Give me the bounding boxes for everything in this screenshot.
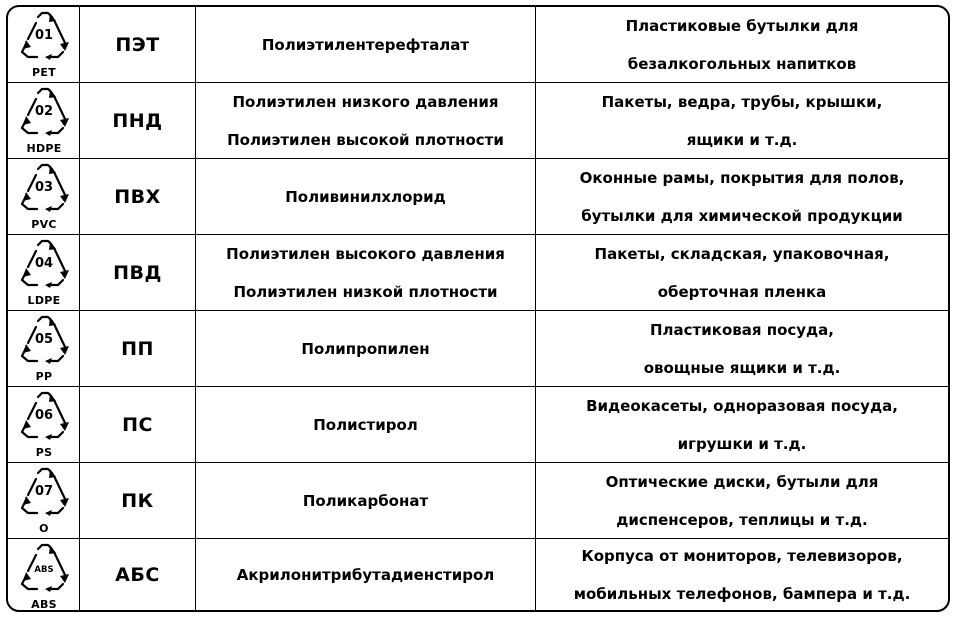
plastic-name-line: Полиэтилен низкой плотности xyxy=(233,282,498,301)
plastic-usage-line: оберточная пленка xyxy=(657,282,827,301)
plastic-name xyxy=(196,235,536,310)
table-row xyxy=(8,311,948,387)
plastic-name xyxy=(196,159,536,234)
plastic-name-line: Полистирол xyxy=(313,415,418,434)
plastic-name-line: Полиэтилен высокого давления xyxy=(226,244,505,263)
plastic-usage-line: Оптические диски, бутыли для xyxy=(605,472,879,491)
plastic-usage-line: овощные ящики и т.д. xyxy=(643,358,841,377)
table-row xyxy=(8,7,948,83)
resin-code-number: ABS xyxy=(34,565,54,575)
resin-code-number: 06 xyxy=(34,408,54,423)
plastic-usage-line: Видеокасеты, одноразовая посуда, xyxy=(586,396,898,415)
resin-code-label: LDPE xyxy=(27,294,61,307)
resin-code-label: PS xyxy=(35,446,53,459)
plastic-usage xyxy=(536,83,948,158)
plastic-usage-line: мобильных телефонов, бампера и т.д. xyxy=(573,584,911,603)
plastic-usage xyxy=(536,387,948,462)
resin-code-number: 03 xyxy=(34,180,54,195)
resin-code-number: 02 xyxy=(34,104,54,119)
plastic-usage-line: Пакеты, ведра, трубы, крышки, xyxy=(601,92,883,111)
resin-code-label: PET xyxy=(32,66,56,79)
resin-code-cell xyxy=(8,463,80,538)
plastic-usage xyxy=(536,235,948,310)
resin-code-cell xyxy=(8,311,80,386)
plastic-name-line: Полиэтилен высокой плотности xyxy=(227,130,504,149)
plastic-name xyxy=(196,539,536,610)
plastic-usage xyxy=(536,539,948,610)
plastic-usage-line: диспенсеров, теплицы и т.д. xyxy=(616,510,868,529)
table-row xyxy=(8,159,948,235)
resin-code-label: PVC xyxy=(31,218,57,231)
plastic-usage xyxy=(536,463,948,538)
plastic-usage xyxy=(536,311,948,386)
plastic-usage-line: ящики и т.д. xyxy=(686,130,798,149)
resin-code-cell xyxy=(8,159,80,234)
table-row xyxy=(8,463,948,539)
plastic-usage-line: безалкогольных напитков xyxy=(627,54,857,73)
plastic-name-line: Полиэтилен низкого давления xyxy=(232,92,499,111)
table-row xyxy=(8,539,948,610)
plastic-name-line: Акрилонитрибутадиенстирол xyxy=(236,565,495,584)
plastic-abbreviation: ПВД xyxy=(80,235,196,310)
plastic-usage xyxy=(536,159,948,234)
resin-code-cell xyxy=(8,83,80,158)
plastic-usage-line: Оконные рамы, покрытия для полов, xyxy=(579,168,905,187)
plastic-name-line: Полиэтилентерефталат xyxy=(261,35,470,54)
plastic-usage-line: бутылки для химической продукции xyxy=(581,206,903,225)
resin-code-label: ABS xyxy=(31,598,57,611)
table-row xyxy=(8,387,948,463)
plastic-abbreviation: ПС xyxy=(80,387,196,462)
resin-code-cell xyxy=(8,387,80,462)
plastic-usage xyxy=(536,7,948,82)
plastic-name xyxy=(196,83,536,158)
plastic-abbreviation: ПП xyxy=(80,311,196,386)
resin-code-number: 05 xyxy=(34,332,54,347)
plastic-usage-line: игрушки и т.д. xyxy=(677,434,807,453)
resin-code-cell xyxy=(8,539,80,610)
plastic-usage-line: Пакеты, складская, упаковочная, xyxy=(594,244,890,263)
plastic-abbreviation: АБС xyxy=(80,539,196,610)
plastic-name xyxy=(196,311,536,386)
table-row xyxy=(8,83,948,159)
resin-code-label: HDPE xyxy=(26,142,62,155)
plastic-abbreviation: ПЭТ xyxy=(80,7,196,82)
plastic-usage-line: Пластиковая посуда, xyxy=(650,320,834,339)
plastic-name xyxy=(196,387,536,462)
resin-code-label: PP xyxy=(35,370,53,383)
plastic-usage-line: Пластиковые бутылки для xyxy=(625,16,859,35)
plastic-usage-line: Корпуса от мониторов, телевизоров, xyxy=(581,546,903,565)
plastic-name xyxy=(196,463,536,538)
plastics-table xyxy=(6,5,950,612)
plastic-abbreviation: ПНД xyxy=(80,83,196,158)
resin-code-cell xyxy=(8,235,80,310)
plastic-name xyxy=(196,7,536,82)
plastic-abbreviation: ПК xyxy=(80,463,196,538)
plastic-abbreviation: ПВХ xyxy=(80,159,196,234)
resin-code-number: 07 xyxy=(34,484,54,499)
plastic-name-line: Поликарбонат xyxy=(302,491,429,510)
resin-code-number: 01 xyxy=(34,28,54,43)
resin-code-number: 04 xyxy=(34,256,54,271)
resin-code-label: O xyxy=(39,522,49,535)
table-row xyxy=(8,235,948,311)
plastic-name-line: Полипропилен xyxy=(301,339,430,358)
resin-code-cell xyxy=(8,7,80,82)
plastic-name-line: Поливинилхлорид xyxy=(285,187,446,206)
